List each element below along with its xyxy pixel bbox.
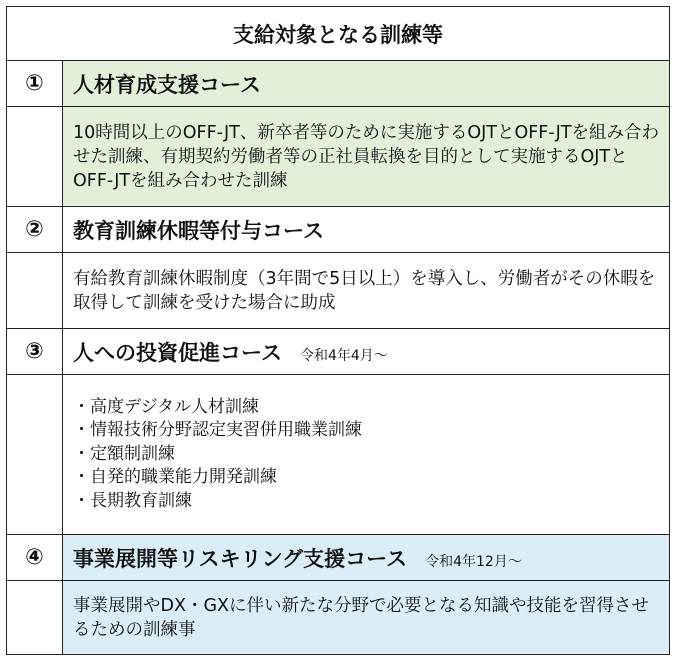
course-4-header — [63, 535, 670, 581]
course-3-start-date: 令和4年4月～ — [299, 347, 388, 364]
course-3-header-row — [7, 329, 670, 375]
course-4-header-row — [7, 535, 670, 581]
list-item: ・長期教育訓練 — [73, 490, 192, 511]
list-item: ・情報技術分野認定実習併用職業訓練 — [73, 420, 362, 441]
course-3-header — [63, 329, 670, 375]
course-3-detail-row — [7, 375, 670, 535]
course-1-name: 人材育成支援コース — [63, 61, 670, 107]
course-4-detail-row — [7, 581, 670, 655]
course-1-header-row — [7, 61, 670, 107]
course-1-detail-row — [7, 107, 670, 207]
course-3-training-list — [63, 375, 670, 535]
list-item: ・自発的職業能力開発訓練 — [73, 467, 277, 488]
course-2-number-blank — [7, 253, 63, 329]
course-4-start-date: 令和4年12月～ — [425, 553, 522, 570]
course-2-description: 有給教育訓練休暇制度（3年間で5日以上）を導入し、労働者がその休暇を取得して訓練を受けた場合に助成 — [63, 253, 670, 329]
course-4-name: 事業展開等リスキリング支援コース — [73, 546, 408, 571]
course-1-number: ① — [7, 61, 63, 107]
course-4-description: 事業展開やDX・GXに伴い新たな分野で必要となる知識や技能を習得させるための訓練事 — [63, 581, 670, 655]
training-table — [6, 6, 670, 655]
course-1-number-blank — [7, 107, 63, 207]
course-4-number-blank — [7, 581, 63, 655]
course-2-detail-row — [7, 253, 670, 329]
course-3-number-blank — [7, 375, 63, 535]
course-4-number: ④ — [7, 535, 63, 581]
course-3-name: 人への投資促進コース — [73, 340, 282, 365]
course-3-number: ③ — [7, 329, 63, 375]
course-1-description: 10時間以上のOFF-JT、新卒者等のために実施するOJTとOFF-JTを組み合わせた訓練、有期契約労働者等の正社員転換を目的として実施するOJTとOFF-JTを組み合わせた訓練 — [63, 107, 670, 207]
table-title-row — [7, 7, 670, 61]
course-2-header-row — [7, 207, 670, 253]
course-2-number: ② — [7, 207, 63, 253]
list-item: ・定額制訓練 — [73, 443, 175, 464]
table-title: 支給対象となる訓練等 — [7, 7, 670, 61]
course-2-name: 教育訓練休暇等付与コース — [63, 207, 670, 253]
list-item: ・高度デジタル人材訓練 — [73, 396, 259, 417]
